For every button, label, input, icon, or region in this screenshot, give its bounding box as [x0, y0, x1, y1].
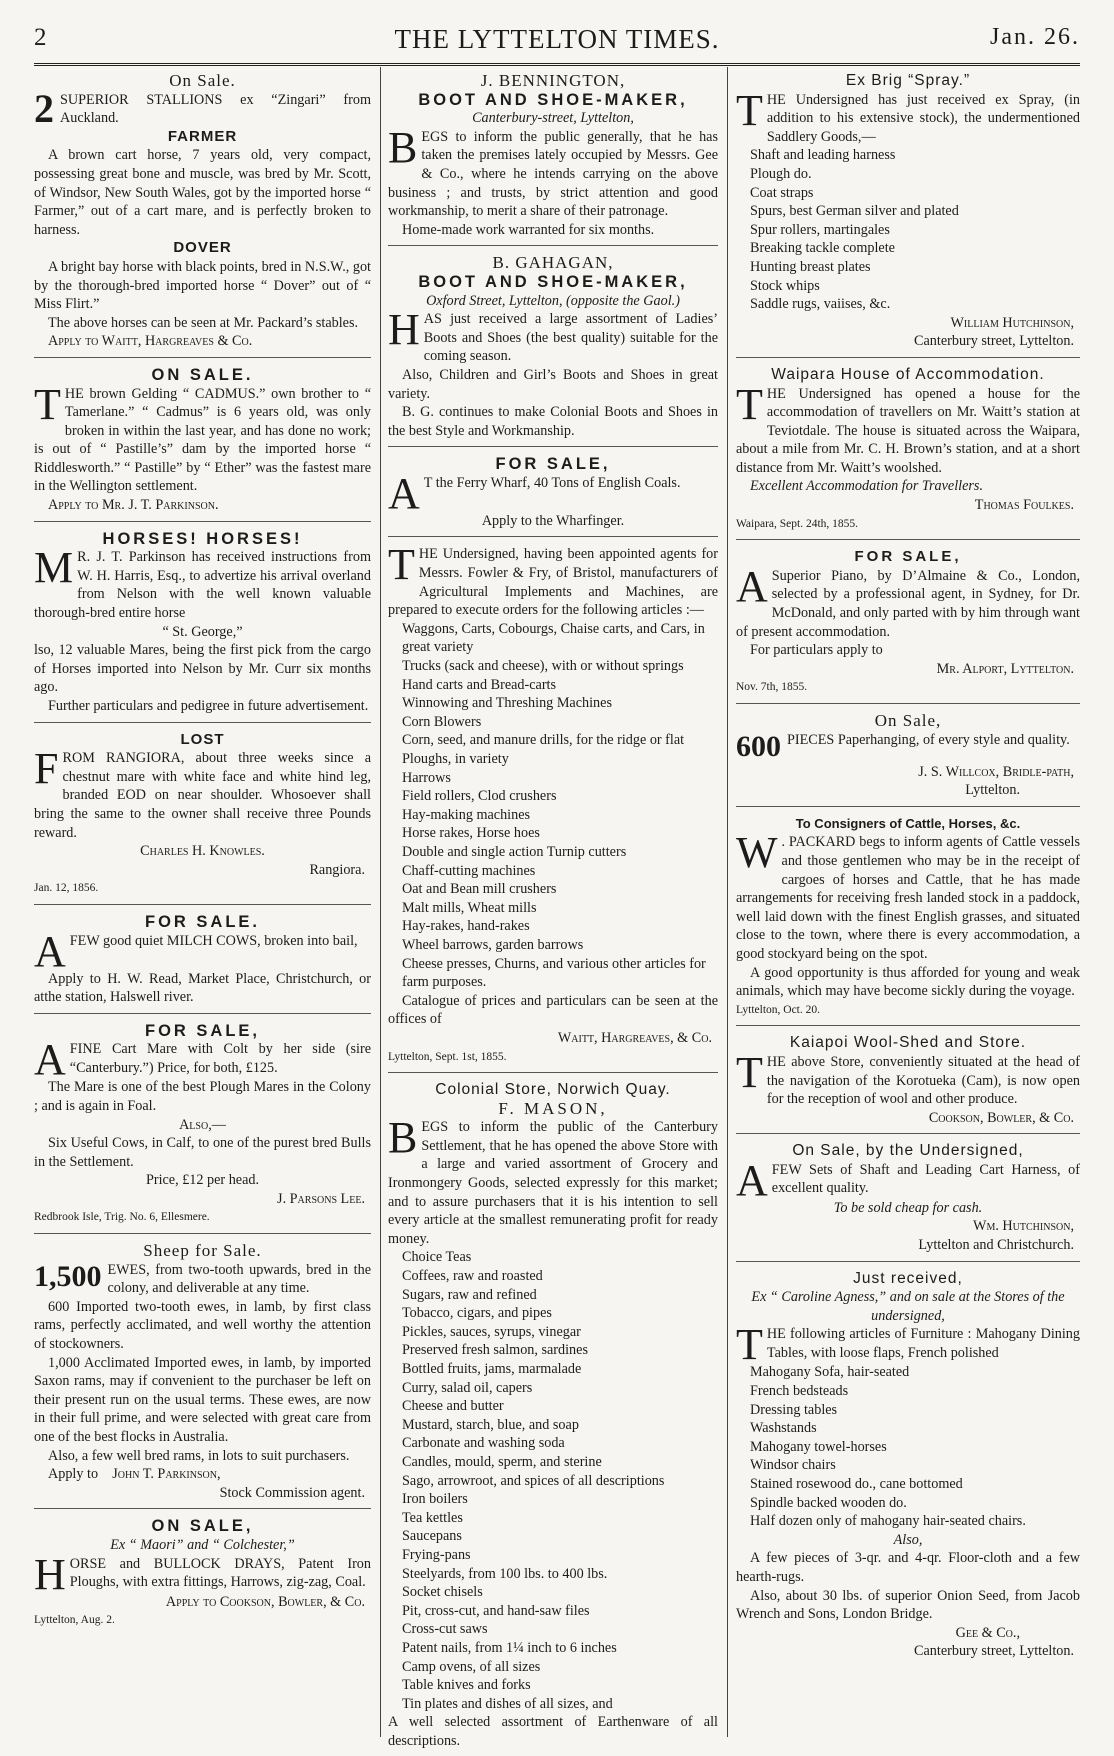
- signature: Mr. Alport, Lyttelton.: [936, 660, 1074, 677]
- drop-cap: F: [34, 744, 59, 794]
- drop-cap: B: [388, 122, 418, 172]
- ad-heading: J. BENNINGTON,: [480, 71, 626, 90]
- ad-address: Canterbury street, Lyttelton.: [914, 333, 1074, 350]
- list-item: French bedsteads: [750, 1383, 849, 1400]
- ad-horses: [34, 528, 371, 723]
- list-item: Candles, mould, sperm, and sterine: [402, 1453, 602, 1470]
- drop-cap: T: [34, 379, 61, 429]
- list-item: Coat straps: [750, 184, 814, 201]
- ad-text: HE brown Gelding “ CADMUS.” own brother to “ Tamerlane.” “ Cadmus” is 6 years old, was only broken in within the last year, and has done no work; is out of “ Pastille’s” dam by the imported horse “ Riddlesworth.” “ Pastille” by “ Ether” was the fastest mare in the Wellington settlement.: [34, 385, 371, 495]
- ad-address: Redbrook Isle, Trig. No. 6, Ellesmere.: [34, 1211, 210, 1224]
- newspaper-title: THE LYTTELTON TIMES.: [394, 24, 720, 54]
- list-item: Hunting breast plates: [750, 258, 871, 275]
- list-item: Choice Teas: [402, 1249, 472, 1266]
- ad-text: . PACKARD begs to inform agents of Cattle vessels and those gentlemen who may be in the receipt of cargoes of horses and Cattle, that he has made arrangements for receiving fresh landed stock in a paddock, well laid down with the finest English grasses, and situated close to the town, where there is every accommodation, a good stockyard being on the spot.: [736, 834, 1080, 962]
- big-numeral: 1,500: [34, 1259, 102, 1293]
- signature-title: Stock Commission agent.: [219, 1484, 365, 1501]
- list-item: Mustard, starch, blue, and soap: [402, 1416, 579, 1433]
- signature: William Hutchinson,: [950, 314, 1074, 331]
- ad-apply: Apply to Waitt, Hargreaves & Co.: [48, 333, 253, 350]
- ad-heading: LOST: [180, 730, 225, 748]
- list-item: Cheese presses, Churns, and various other articles for farm purposes.: [402, 955, 706, 991]
- ad-waipara: [736, 364, 1080, 540]
- drop-cap: H: [34, 1549, 66, 1599]
- column-2: [388, 70, 718, 1749]
- list-item: Harrows: [402, 769, 451, 786]
- drop-cap: A: [736, 561, 768, 611]
- signature: Thomas Foulkes.: [974, 497, 1074, 514]
- list-item: Patent nails, from 1¼ inch to 6 inches: [402, 1639, 617, 1656]
- ad-text: Further particulars and pedigree in future advertisement.: [48, 698, 369, 714]
- list-item: Iron boilers: [402, 1491, 468, 1508]
- ad-text: A brown cart horse, 7 years old, very compact, possessing great bone and muscle, was bred by Mr. Scott, of Windsor, New South Wales, got by the imported horse “ Farmer,” out of a cart mare, and is perfectly broken to harness.: [34, 147, 371, 238]
- list-item: Horse rakes, Horse hoes: [402, 825, 540, 842]
- list-item: Breaking tackle complete: [750, 240, 895, 257]
- ad-fowler: [388, 540, 718, 1073]
- list-item: Stock whips: [750, 277, 820, 294]
- ad-text: A well selected assortment of Earthenware of all descriptions.: [388, 1714, 718, 1749]
- ad-heading: ON SALE,: [151, 1517, 254, 1536]
- list-item: Oat and Bean mill crushers: [402, 881, 557, 898]
- list-item: Malt mills, Wheat mills: [402, 899, 537, 916]
- big-numeral: 2: [34, 85, 54, 131]
- list-item: Plough do.: [750, 165, 812, 182]
- list-item: Spur rollers, martingales: [750, 221, 890, 238]
- list-item: Curry, salad oil, capers: [402, 1379, 533, 1396]
- ad-text: AS just received a large assortment of Ladies’ Boots and Shoes (the best quality) suitable for the coming season.: [423, 311, 718, 365]
- page-number: 2: [34, 24, 47, 51]
- ad-cadmus: [34, 364, 371, 522]
- list-item: Saucepans: [402, 1528, 462, 1545]
- drop-cap: M: [34, 543, 74, 593]
- ad-text: FEW good quiet MILCH COWS, broken into bail,: [69, 932, 358, 949]
- signature: Wm. Hutchinson,: [973, 1218, 1074, 1235]
- list-item: Half dozen only of mahogany hair-seated chairs.: [750, 1513, 1026, 1530]
- ad-apply: Apply to: [48, 1466, 99, 1483]
- list-item: Hay-making machines: [402, 806, 531, 823]
- ad-text: R. J. T. Parkinson has received instructions from W. H. Harris, Esq., to advertize his arrival overland from Nelson with the well known valuable thorough-bred entire horse: [34, 549, 371, 622]
- horse-name: “ St. George,”: [162, 623, 243, 640]
- ad-text: HE above Store, conveniently situated at the head of the navigation of the Korotueka (Cam), is now open for the reception of wool and other produce.: [766, 1053, 1080, 1108]
- drop-cap: A: [736, 1155, 768, 1205]
- column-1: [34, 70, 371, 1735]
- ad-lost: [34, 729, 371, 905]
- list-item: Pickles, sauces, syrups, vinegar: [402, 1323, 581, 1340]
- drop-cap: T: [388, 540, 415, 590]
- ad-heading: On Sale.: [169, 71, 236, 90]
- ad-text: A good opportunity is thus afforded for young and weak animals, which may have become sickly during the voyage.: [736, 964, 1080, 1000]
- ad-gahagan: [388, 252, 718, 447]
- drop-cap: T: [736, 85, 763, 135]
- list-item: Tea kettles: [402, 1509, 463, 1526]
- list-item: Windsor chairs: [750, 1457, 836, 1474]
- signature: J. S. Willcox, Bridle-path,: [918, 763, 1074, 780]
- column-divider: [380, 67, 381, 1737]
- ad-text: Also, Children and Girl’s Boots and Shoes in great variety.: [388, 366, 718, 402]
- ad-text: Catalogue of prices and particulars can be seen at the offices of: [388, 992, 718, 1028]
- ad-mason: [388, 1079, 718, 1756]
- ad-apply: Apply to Cookson, Bowler, & Co.: [165, 1593, 365, 1610]
- list-item: Preserved fresh salmon, sardines: [402, 1342, 588, 1359]
- drop-cap: H: [388, 305, 420, 355]
- ad-apply: For particulars apply to: [750, 642, 883, 659]
- place: Lyttelton.: [965, 782, 1020, 799]
- list-item: Hand carts and Bread-carts: [402, 676, 557, 693]
- drop-cap: A: [388, 468, 420, 518]
- ad-heading: FOR SALE,: [495, 455, 611, 474]
- ad-coals: [388, 453, 718, 537]
- big-numeral: 600: [736, 729, 781, 763]
- ad-text: Also, a few well bred rams, in lots to suit purchasers.: [48, 1447, 350, 1464]
- ad-date: Lyttelton, Sept. 1st, 1855.: [388, 1050, 507, 1063]
- ad-heading: ON SALE.: [151, 365, 254, 384]
- ad-date: Lyttelton, Aug. 2.: [34, 1614, 115, 1627]
- ad-heading: Just received,: [853, 1269, 963, 1287]
- ad-heading: To Consigners of Cattle, Horses, &c.: [795, 815, 1021, 831]
- signature: Cookson, Bowler, & Co.: [928, 1109, 1074, 1126]
- masthead-rule: [34, 63, 1080, 66]
- ad-date: Waipara, Sept. 24th, 1855.: [736, 517, 859, 530]
- ad-heading: Colonial Store, Norwich Quay.: [435, 1081, 671, 1099]
- ad-heading: Ex Brig “Spray.”: [845, 72, 971, 89]
- ad-cattle: [736, 813, 1080, 1027]
- ad-subheading: Ex “ Caroline Agness,” and on sale at the Stores of the undersigned,: [751, 1289, 1065, 1324]
- ad-cows: [34, 911, 371, 1014]
- signature: John T. Parkinson,: [112, 1466, 221, 1483]
- ad-text: ROM RANGIORA, about three weeks since a chestnut mare with white face and white hind leg, branded EOD on near shoulder. Whosoever shall bring the same to the owner shall receive three Pounds reward.: [34, 750, 371, 841]
- list-item: Camp ovens, of all sizes: [402, 1658, 541, 1675]
- ad-text: 1,000 Acclimated Imported ewes, in lamb, by imported Saxon rams, may if convenient to the purchaser be left on their present run on the usual terms. These ewes, are now in their full prime, and were selected with great care from one of the best flocks in Australia.: [34, 1354, 371, 1445]
- ad-also: Also,—: [179, 1116, 226, 1133]
- ad-heading: Waipara House of Accommodation.: [771, 365, 1045, 383]
- ad-harness: [736, 1140, 1080, 1261]
- ad-also: Also,: [893, 1531, 923, 1548]
- ad-piano: [736, 546, 1080, 704]
- list-item: Tin plates and dishes of all sizes, and: [402, 1695, 613, 1712]
- ad-text: PIECES Paperhanging, of every style and quality.: [787, 731, 1070, 748]
- ad-text: FEW Sets of Shaft and Leading Cart Harness, of excellent quality.: [771, 1161, 1080, 1197]
- list-item: Tobacco, cigars, and pipes: [402, 1305, 552, 1322]
- ad-trade: BOOT AND SHOE-MAKER,: [418, 90, 688, 109]
- list-item: Carbonate and washing soda: [402, 1435, 565, 1452]
- list-item: Ploughs, in variety: [402, 751, 509, 767]
- ad-text: EWES, from two-tooth upwards, bred in the colony, and deliverable at any time.: [107, 1261, 371, 1297]
- list-item: Sugars, raw and refined: [402, 1286, 537, 1303]
- list-item: Winnowing and Threshing Machines: [402, 695, 612, 712]
- ad-text: SUPERIOR STALLIONS ex “Zingari” from Auckland.: [60, 91, 371, 127]
- drop-cap: B: [388, 1113, 418, 1163]
- ad-date: Nov. 7th, 1855.: [736, 681, 808, 694]
- ad-text: A few pieces of 3-qr. and 4-qr. Floor-cloth and a few hearth-rugs.: [736, 1550, 1080, 1585]
- ad-drays: [34, 1515, 371, 1635]
- ad-heading: On Sale, by the Undersigned,: [792, 1142, 1024, 1160]
- ad-bennington: [388, 70, 718, 246]
- ad-text: Superior Piano, by D’Almaine & Co., London, selected by a professional agent, in Sydney, for Dr. McDonald, and only parted with by him through want of present accommodation.: [736, 567, 1080, 640]
- ad-address: Oxford Street, Lyttelton, (opposite the Gaol.): [426, 292, 680, 309]
- place: Lyttelton and Christchurch.: [918, 1237, 1074, 1254]
- ad-text: The Mare is one of the best Plough Mares in the Colony ; and is again in Foal.: [34, 1079, 371, 1114]
- ad-stallions: [34, 70, 371, 358]
- ad-sheep: [34, 1240, 371, 1509]
- list-item: Socket chisels: [402, 1584, 483, 1601]
- list-item: Pit, cross-cut, and hand-saw files: [402, 1602, 590, 1619]
- ad-furniture: [736, 1268, 1080, 1667]
- ad-subheading: Ex “ Maori” and “ Colchester,”: [110, 1536, 295, 1553]
- ad-name: F. MASON,: [498, 1098, 608, 1118]
- list-item: Corn Blowers: [402, 713, 482, 730]
- list-item: Trucks (sack and cheese), with or without springs: [402, 658, 684, 675]
- ad-text: EGS to inform the public of the Canterbury Settlement, that he has opened the above Store with a large and varied assortment of Grocery and Ironmongery Goods, selected expressly for this market; and to assure purchasers that it is his intention to sell every article at the smallest remunerating profit for ready money.: [388, 1119, 718, 1247]
- ad-text: HE following articles of Furniture : Mahogany Dining Tables, with loose flaps, French polished: [766, 1326, 1080, 1362]
- ad-text: 600 Imported two-tooth ewes, in lamb, by first class rams, perfectly acclimated, and well worthy the attention of stockowners.: [34, 1298, 371, 1353]
- ad-subheading: DOVER: [173, 239, 232, 257]
- list-item: Mahogany towel-horses: [750, 1438, 887, 1455]
- list-item: Field rollers, Clod crushers: [402, 788, 557, 805]
- ad-text: HE Undersigned, having been appointed agents for Messrs. Fowler & Fry, of Bristol, manufacturers of Agricultural Implements and Machines, are prepared to execute orders for the following articles :—: [388, 546, 718, 619]
- column-3: [736, 70, 1080, 1735]
- list-item: Stained rosewood do., cane bottomed: [750, 1476, 963, 1492]
- list-item: Washstands: [750, 1420, 817, 1437]
- drop-cap: T: [736, 1047, 763, 1097]
- ad-apply: Apply to H. W. Read, Market Place, Christchurch, or atthe station, Halswell river.: [34, 970, 371, 1006]
- ad-text: lso, 12 valuable Mares, being the first pick from the cargo of Horses imported into Nelson by Mr. Curr six months ago.: [34, 642, 371, 696]
- ad-slogan: Excellent Accommodation for Travellers.: [750, 478, 983, 495]
- ad-text: FINE Cart Mare with Colt by her side (sire “Canterbury.”) Price, for both, £125.: [69, 1041, 371, 1076]
- ad-address: Canterbury street, Lyttelton.: [914, 1643, 1074, 1660]
- list-item: Dressing tables: [750, 1401, 838, 1418]
- ad-mare: [34, 1020, 371, 1234]
- ad-heading: B. GAHAGAN,: [492, 253, 614, 273]
- masthead: [34, 22, 1080, 62]
- signature: Gee & Co.,: [955, 1624, 1020, 1641]
- drop-cap: A: [34, 926, 66, 976]
- ad-heading: FOR SALE.: [144, 912, 260, 931]
- column-divider: [727, 67, 728, 1737]
- signature: Charles H. Knowles.: [140, 843, 265, 860]
- ad-heading: On Sale,: [874, 711, 942, 730]
- list-item: Wheel barrows, garden barrows: [402, 936, 584, 953]
- list-item: Double and single action Turnip cutters: [402, 843, 627, 860]
- list-item: Saddle rugs, vaiises, &c.: [750, 296, 891, 313]
- ad-heading: HORSES! HORSES!: [102, 529, 303, 548]
- ad-kaiapoi: [736, 1032, 1080, 1134]
- place: Rangiora.: [309, 861, 365, 878]
- list-item: Mahogany Sofa, hair-seated: [750, 1364, 910, 1381]
- drop-cap: T: [736, 1320, 763, 1370]
- list-item: Table knives and forks: [402, 1677, 531, 1694]
- ad-heading: Sheep for Sale.: [143, 1241, 262, 1261]
- ad-text: T the Ferry Wharf, 40 Tons of English Coals.: [423, 474, 681, 491]
- list-item: Steelyards, from 100 lbs. to 400 lbs.: [402, 1565, 608, 1582]
- ad-date: Jan. 12, 1856.: [34, 882, 99, 895]
- ad-apply: Apply to the Wharfinger.: [481, 512, 625, 529]
- ad-spray: [736, 70, 1080, 358]
- list-item: Bottled fruits, jams, marmalade: [402, 1361, 582, 1377]
- list-item: Cheese and butter: [402, 1398, 504, 1415]
- list-item: Corn, seed, and manure drills, for the ridge or flat: [402, 732, 685, 749]
- drop-cap: A: [34, 1035, 66, 1085]
- list-item: Hay-rakes, hand-rakes: [402, 918, 530, 935]
- list-item: Spurs, best German silver and plated: [750, 203, 959, 220]
- ad-heading: Kaiapoi Wool-Shed and Store.: [789, 1034, 1027, 1052]
- ad-text: Also, about 30 lbs. of superior Onion Seed, from Jacob Wrench and Sons, London Bridge.: [736, 1587, 1080, 1623]
- ad-heading: FOR SALE,: [144, 1021, 260, 1040]
- list-item: Frying-pans: [402, 1546, 471, 1563]
- ad-text: HE Undersigned has just received ex Spray, (in addition to his extensive stock), the undermentioned Saddlery Goods,—: [766, 91, 1080, 145]
- ad-paperhanging: [736, 710, 1080, 807]
- list-item: Spindle backed wooden do.: [750, 1494, 907, 1511]
- list-item: Coffees, raw and roasted: [402, 1268, 543, 1285]
- ad-slogan: To be sold cheap for cash.: [833, 1199, 983, 1216]
- list-item: Cross-cut saws: [402, 1621, 488, 1638]
- list-item: Sago, arrowroot, and spices of all descriptions: [402, 1472, 665, 1489]
- ad-address: Canterbury-street, Lyttelton,: [472, 110, 634, 127]
- list-item: Shaft and leading harness: [750, 147, 896, 164]
- ad-trade: BOOT AND SHOE-MAKER,: [418, 272, 688, 291]
- ad-text: The above horses can be seen at Mr. Packard’s stables.: [48, 314, 359, 331]
- ad-text: Six Useful Cows, in Calf, to one of the purest bred Bulls in the Settlement.: [34, 1135, 371, 1170]
- ad-text: A bright bay horse with black points, bred in N.S.W., got by the thorough-bred imported horse “ Dover” out of “ Miss Flirt.”: [34, 258, 371, 313]
- signature: J. Parsons Lee.: [277, 1190, 365, 1207]
- ad-date: Lyttelton, Oct. 20.: [736, 1003, 821, 1016]
- drop-cap: W: [736, 828, 778, 878]
- ad-heading: FOR SALE,: [854, 548, 962, 566]
- ad-price: Price, £12 per head.: [145, 1172, 260, 1189]
- ad-text: ORSE and BULLOCK DRAYS, Patent Iron Ploughs, with extra fittings, Harrows, zig-zag, Coal.: [69, 1555, 371, 1591]
- ad-apply: Apply to Mr. J. T. Parkinson.: [48, 497, 219, 514]
- list-item: Chaff-cutting machines: [402, 862, 536, 879]
- ad-text: Home-made work warranted for six months.: [402, 221, 655, 238]
- list-item: Waggons, Carts, Cobourgs, Chaise carts, and Cars, in great variety: [402, 620, 705, 656]
- ad-text: B. G. continues to make Colonial Boots and Shoes in the best Style and Workmanship.: [388, 404, 718, 439]
- issue-date: Jan. 26.: [990, 24, 1080, 50]
- drop-cap: T: [736, 379, 763, 429]
- signature: Waitt, Hargreaves, & Co.: [557, 1029, 712, 1046]
- ad-text: EGS to inform the public generally, that he has taken the premises lately occupied by Messrs. Gee & Co., where he intends carrying on the above business ; and trusts, by strict attention and good workmanship, to merit a share of their patronage.: [388, 128, 718, 220]
- ad-text: HE Undersigned has opened a house for the accommodation of travellers on Mr. Waitt’s station at Teviotdale. The house is situated across the Waipara, about a mile from Mr. C. H. Brown’s station, and at a short distance from Mr. Waitt’s woolshed.: [736, 385, 1080, 476]
- ad-subheading: FARMER: [167, 127, 238, 145]
